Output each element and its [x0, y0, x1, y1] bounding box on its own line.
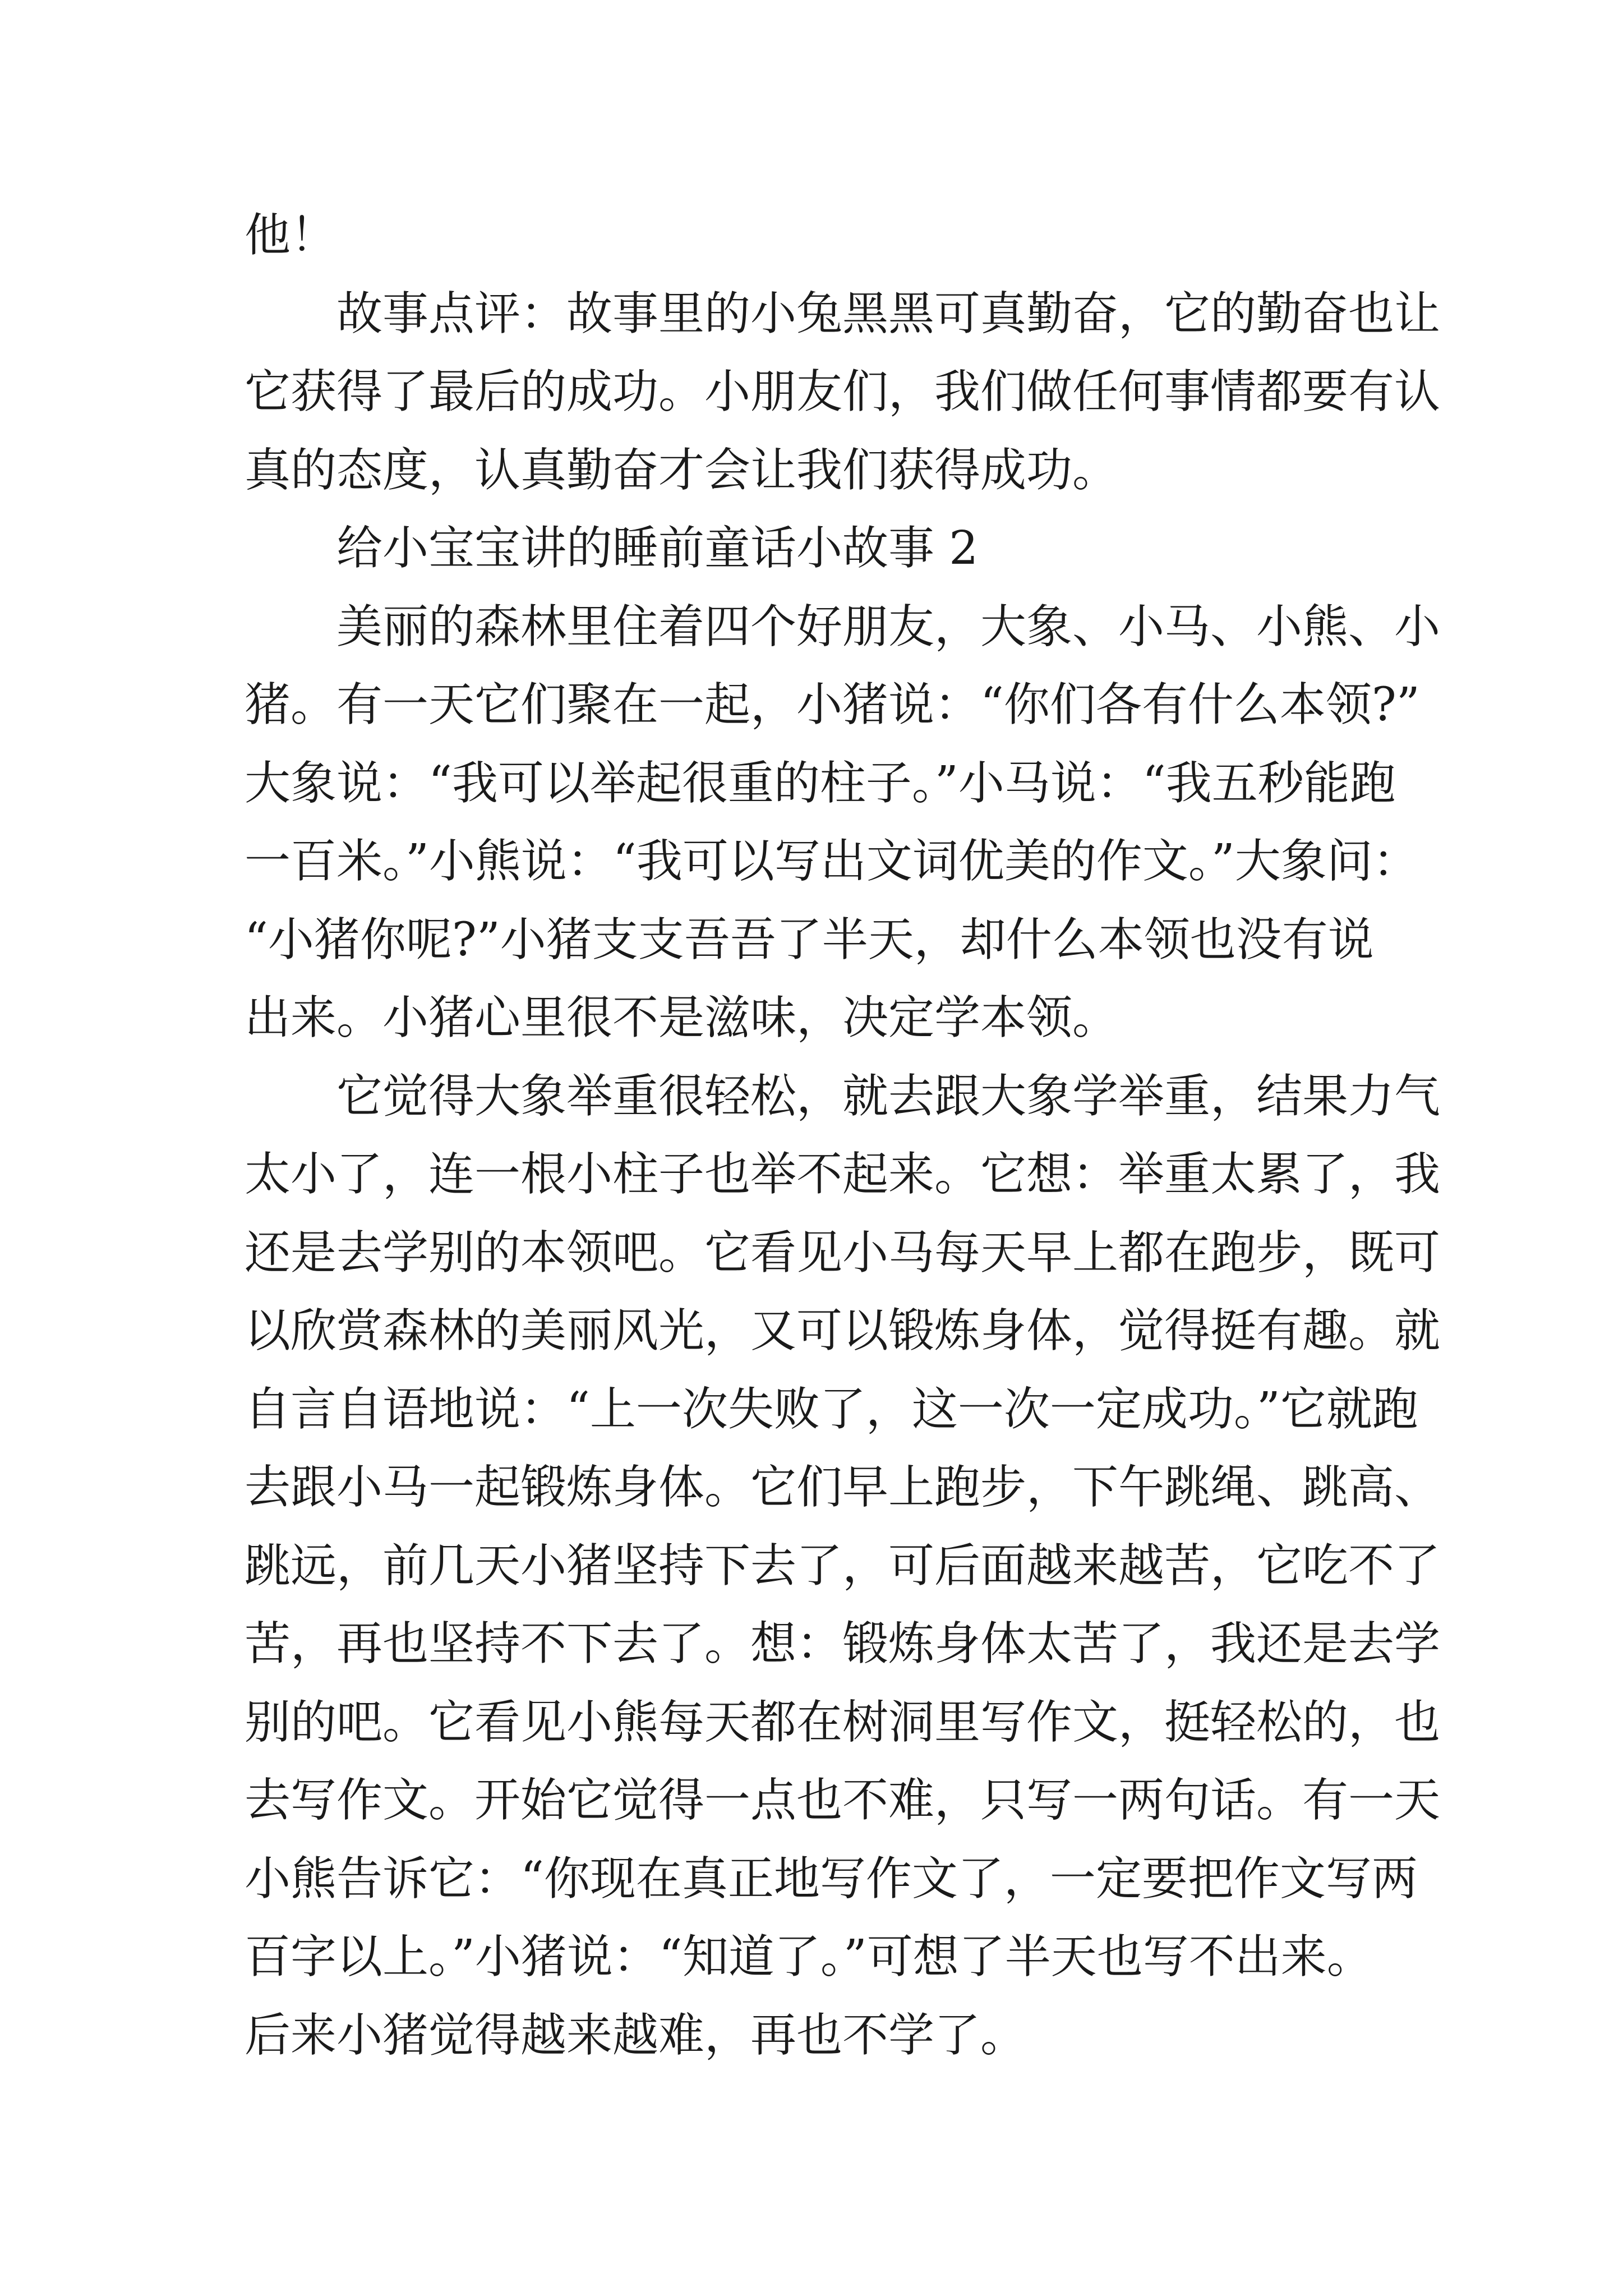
text-line: 小熊告诉它：“你现在真正地写作文了，一定要把作文写两 [245, 1852, 1418, 1906]
text-line: 它获得了最后的成功。小朋友们，我们做任何事情都要有认 [245, 365, 1441, 418]
text-line: 出来。小猪心里很不是滋味，决定学本领。 [245, 991, 1119, 1045]
text-line: 以欣赏森林的美丽风光，又可以锻炼身体，觉得挺有趣。就 [245, 1304, 1441, 1358]
text-line: 去跟小马一起锻炼身体。它们早上跑步，下午跳绳、跳高、 [245, 1461, 1441, 1514]
text-line: “小猪你呢?”小猪支支吾吾了半天，却什么本领也没有说 [245, 913, 1374, 967]
text-line: 自言自语地说：“上一次失败了，这一次一定成功。”它就跑 [245, 1382, 1418, 1436]
text-line: 跳远，前几天小猪坚持下去了，可后面越来越苦，它吃不了 [245, 1539, 1441, 1593]
text-line: 一百米。”小熊说：“我可以写出文词优美的作文。”大象问： [245, 835, 1419, 888]
text-line: 去写作文。开始它觉得一点也不难，只写一两句话。有一天 [245, 1774, 1441, 1827]
text-line: 他！ [245, 209, 337, 262]
text-line: 真的态度，认真勤奋才会让我们获得成功。 [245, 443, 1119, 497]
text-line: 百字以上。”小猪说：“知道了。”可想了半天也写不出来。 [245, 1930, 1373, 1984]
text-line: 大象说：“我可以举起很重的柱子。”小马说：“我五秒能跑 [245, 756, 1396, 810]
text-line: 别的吧。它看见小熊每天都在树洞里写作文，挺轻松的，也 [245, 1695, 1441, 1749]
text-line: 苦，再也坚持不下去了。想：锻炼身体太苦了，我还是去学 [245, 1617, 1441, 1671]
text-line: 太小了，连一根小柱子也举不起来。它想：举重太累了，我 [245, 1148, 1441, 1201]
text-line: 后来小猪觉得越来越难，再也不学了。 [245, 2008, 1027, 2062]
story-heading: 给小宝宝讲的睡前童话小故事 2 [336, 522, 979, 575]
paragraph-start: 它觉得大象举重很轻松，就去跟大象学举重，结果力气 [336, 1069, 1441, 1123]
document-body [245, 196, 1441, 2074]
paragraph-start: 美丽的森林里住着四个好朋友，大象、小马、小熊、小 [336, 600, 1441, 654]
text-line: 还是去学别的本领吧。它看见小马每天早上都在跑步，既可 [245, 1226, 1441, 1280]
text-line: 猪。有一天它们聚在一起，小猪说：“你们各有什么本领?” [245, 678, 1420, 731]
review-paragraph-start: 故事点评：故事里的小兔黑黑可真勤奋，它的勤奋也让 [336, 287, 1441, 341]
